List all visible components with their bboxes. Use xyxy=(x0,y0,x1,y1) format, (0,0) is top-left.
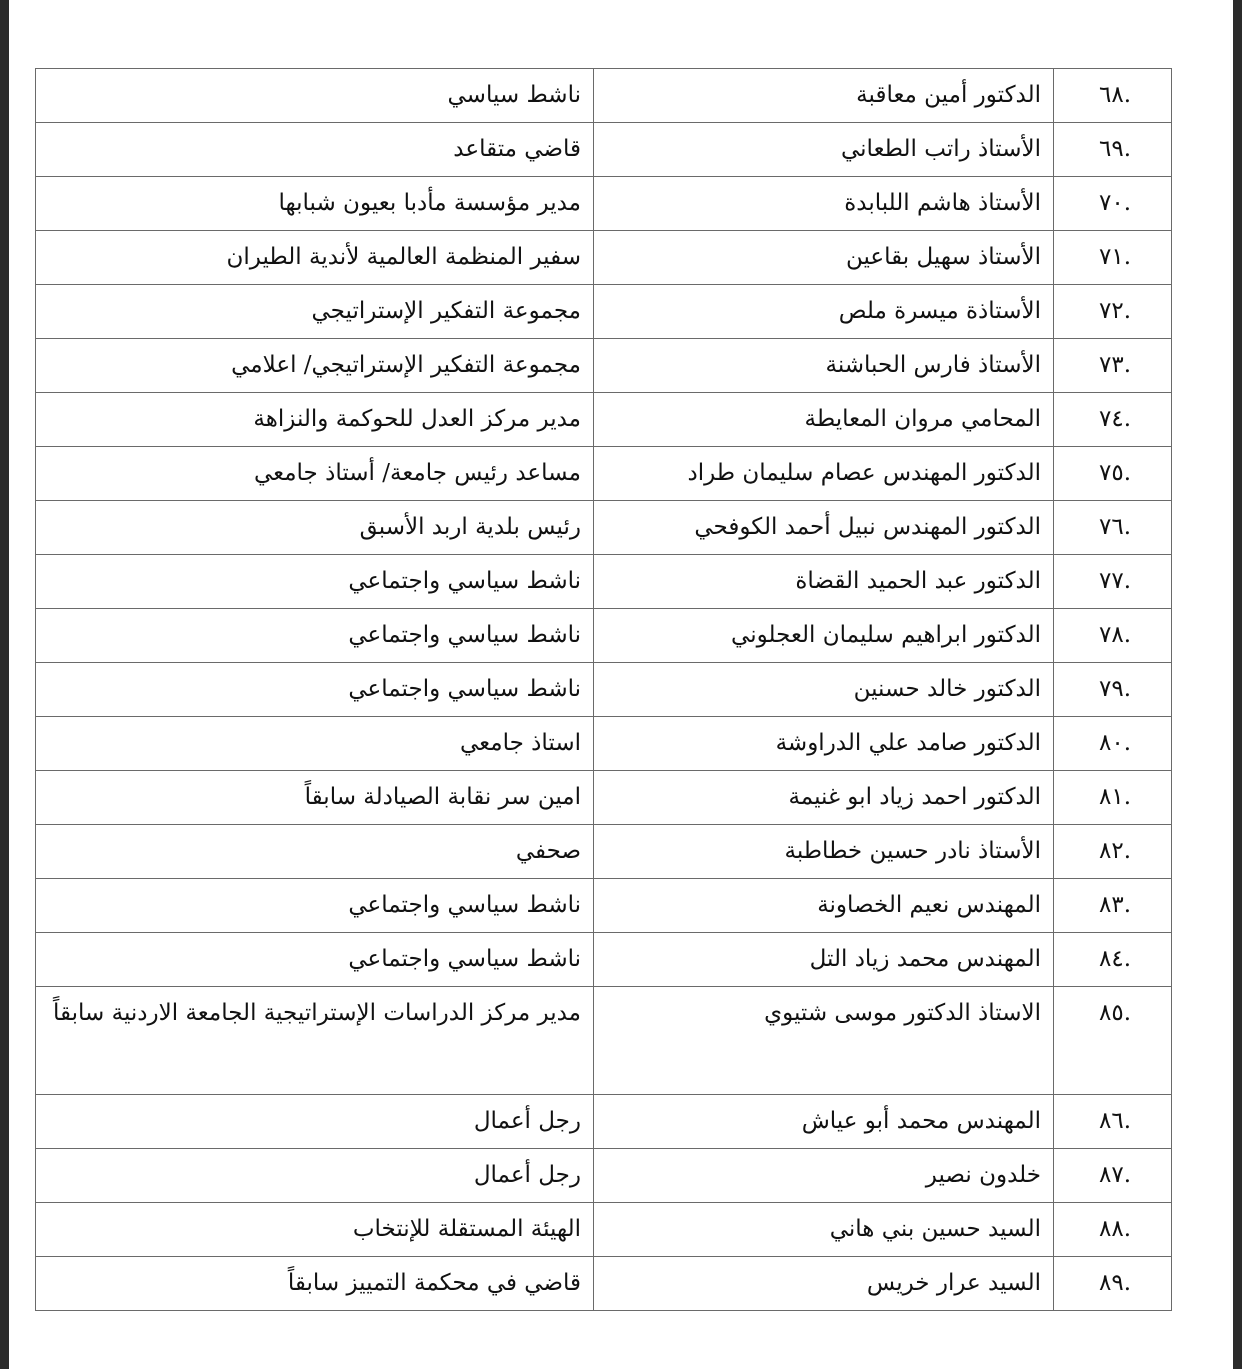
person-name: الأستاذ نادر حسين خطاطبة xyxy=(594,825,1054,879)
row-number: .٨٠ xyxy=(1054,717,1172,771)
person-role: مجموعة التفكير الإستراتيجي xyxy=(36,285,594,339)
person-role: امين سر نقابة الصيادلة سابقاً xyxy=(36,771,594,825)
person-name: المهندس محمد زياد التل xyxy=(594,933,1054,987)
row-number: .٨٨ xyxy=(1054,1203,1172,1257)
person-name: الاستاذ الدكتور موسى شتيوي xyxy=(594,987,1054,1095)
person-role: رجل أعمال xyxy=(36,1149,594,1203)
person-name: المحامي مروان المعايطة xyxy=(594,393,1054,447)
row-number: .٧٨ xyxy=(1054,609,1172,663)
row-number: .٧٩ xyxy=(1054,663,1172,717)
person-name: الدكتور ابراهيم سليمان العجلوني xyxy=(594,609,1054,663)
table-row xyxy=(36,123,1172,177)
row-number: .٨٣ xyxy=(1054,879,1172,933)
person-role: مدير مركز الدراسات الإستراتيجية الجامعة الاردنية سابقاً xyxy=(36,987,594,1095)
row-number: .٧٦ xyxy=(1054,501,1172,555)
table-row xyxy=(36,231,1172,285)
person-role: ناشط سياسي واجتماعي xyxy=(36,663,594,717)
row-number: .٨٥ xyxy=(1054,987,1172,1095)
person-name: الدكتور صامد علي الدراوشة xyxy=(594,717,1054,771)
left-window-edge xyxy=(0,0,9,1369)
table-row xyxy=(36,663,1172,717)
person-role: سفير المنظمة العالمية لأندية الطيران xyxy=(36,231,594,285)
row-number: .٧٣ xyxy=(1054,339,1172,393)
person-role: قاضي في محكمة التمييز سابقاً xyxy=(36,1257,594,1311)
row-number: .٨١ xyxy=(1054,771,1172,825)
row-number: .٧٢ xyxy=(1054,285,1172,339)
person-name: الدكتور المهندس عصام سليمان طراد xyxy=(594,447,1054,501)
row-number: .٦٩ xyxy=(1054,123,1172,177)
table-row xyxy=(36,447,1172,501)
table-row xyxy=(36,285,1172,339)
row-number: .٨٤ xyxy=(1054,933,1172,987)
table-row xyxy=(36,501,1172,555)
person-role: مجموعة التفكير الإستراتيجي/ اعلامي xyxy=(36,339,594,393)
person-role: الهيئة المستقلة للإنتخاب xyxy=(36,1203,594,1257)
person-role: مدير مركز العدل للحوكمة والنزاهة xyxy=(36,393,594,447)
person-name: الأستاذ راتب الطعاني xyxy=(594,123,1054,177)
table-row xyxy=(36,177,1172,231)
person-name: المهندس محمد أبو عياش xyxy=(594,1095,1054,1149)
person-name: الدكتور احمد زياد ابو غنيمة xyxy=(594,771,1054,825)
table-row xyxy=(36,987,1172,1095)
table-row xyxy=(36,1257,1172,1311)
names-table xyxy=(35,68,1172,1311)
table-row xyxy=(36,1203,1172,1257)
row-number: .٧٠ xyxy=(1054,177,1172,231)
person-role: رئيس بلدية اربد الأسبق xyxy=(36,501,594,555)
person-name: المهندس نعيم الخصاونة xyxy=(594,879,1054,933)
person-role: رجل أعمال xyxy=(36,1095,594,1149)
table-row xyxy=(36,717,1172,771)
table-row xyxy=(36,609,1172,663)
person-role: ناشط سياسي واجتماعي xyxy=(36,609,594,663)
row-number: .٧١ xyxy=(1054,231,1172,285)
table-row xyxy=(36,771,1172,825)
person-name: السيد حسين بني هاني xyxy=(594,1203,1054,1257)
right-window-edge xyxy=(1233,0,1242,1369)
person-name: الدكتور خالد حسنين xyxy=(594,663,1054,717)
row-number: .٨٦ xyxy=(1054,1095,1172,1149)
table-row xyxy=(36,339,1172,393)
row-number: .٨٢ xyxy=(1054,825,1172,879)
person-role: قاضي متقاعد xyxy=(36,123,594,177)
person-role: ناشط سياسي xyxy=(36,69,594,123)
person-name: الأستاذ فارس الحباشنة xyxy=(594,339,1054,393)
person-name: الأستاذ سهيل بقاعين xyxy=(594,231,1054,285)
person-name: خلدون نصير xyxy=(594,1149,1054,1203)
person-role: ناشط سياسي واجتماعي xyxy=(36,555,594,609)
row-number: .٦٨ xyxy=(1054,69,1172,123)
table-row xyxy=(36,1095,1172,1149)
person-name: الأستاذة ميسرة ملص xyxy=(594,285,1054,339)
person-name: الأستاذ هاشم اللبابدة xyxy=(594,177,1054,231)
row-number: .٧٧ xyxy=(1054,555,1172,609)
table-row xyxy=(36,933,1172,987)
table-row xyxy=(36,825,1172,879)
person-name: السيد عرار خريس xyxy=(594,1257,1054,1311)
row-number: .٨٧ xyxy=(1054,1149,1172,1203)
person-name: الدكتور عبد الحميد القضاة xyxy=(594,555,1054,609)
person-role: ناشط سياسي واجتماعي xyxy=(36,933,594,987)
person-role: مساعد رئيس جامعة/ أستاذ جامعي xyxy=(36,447,594,501)
row-number: .٧٥ xyxy=(1054,447,1172,501)
person-role: مدير مؤسسة مأدبا بعيون شبابها xyxy=(36,177,594,231)
table-row xyxy=(36,879,1172,933)
person-role: استاذ جامعي xyxy=(36,717,594,771)
table-row xyxy=(36,69,1172,123)
person-role: ناشط سياسي واجتماعي xyxy=(36,879,594,933)
table-row xyxy=(36,393,1172,447)
row-number: .٧٤ xyxy=(1054,393,1172,447)
row-number: .٨٩ xyxy=(1054,1257,1172,1311)
person-name: الدكتور أمين معاقبة xyxy=(594,69,1054,123)
table-row xyxy=(36,1149,1172,1203)
person-role: صحفي xyxy=(36,825,594,879)
person-name: الدكتور المهندس نبيل أحمد الكوفحي xyxy=(594,501,1054,555)
table-row xyxy=(36,555,1172,609)
